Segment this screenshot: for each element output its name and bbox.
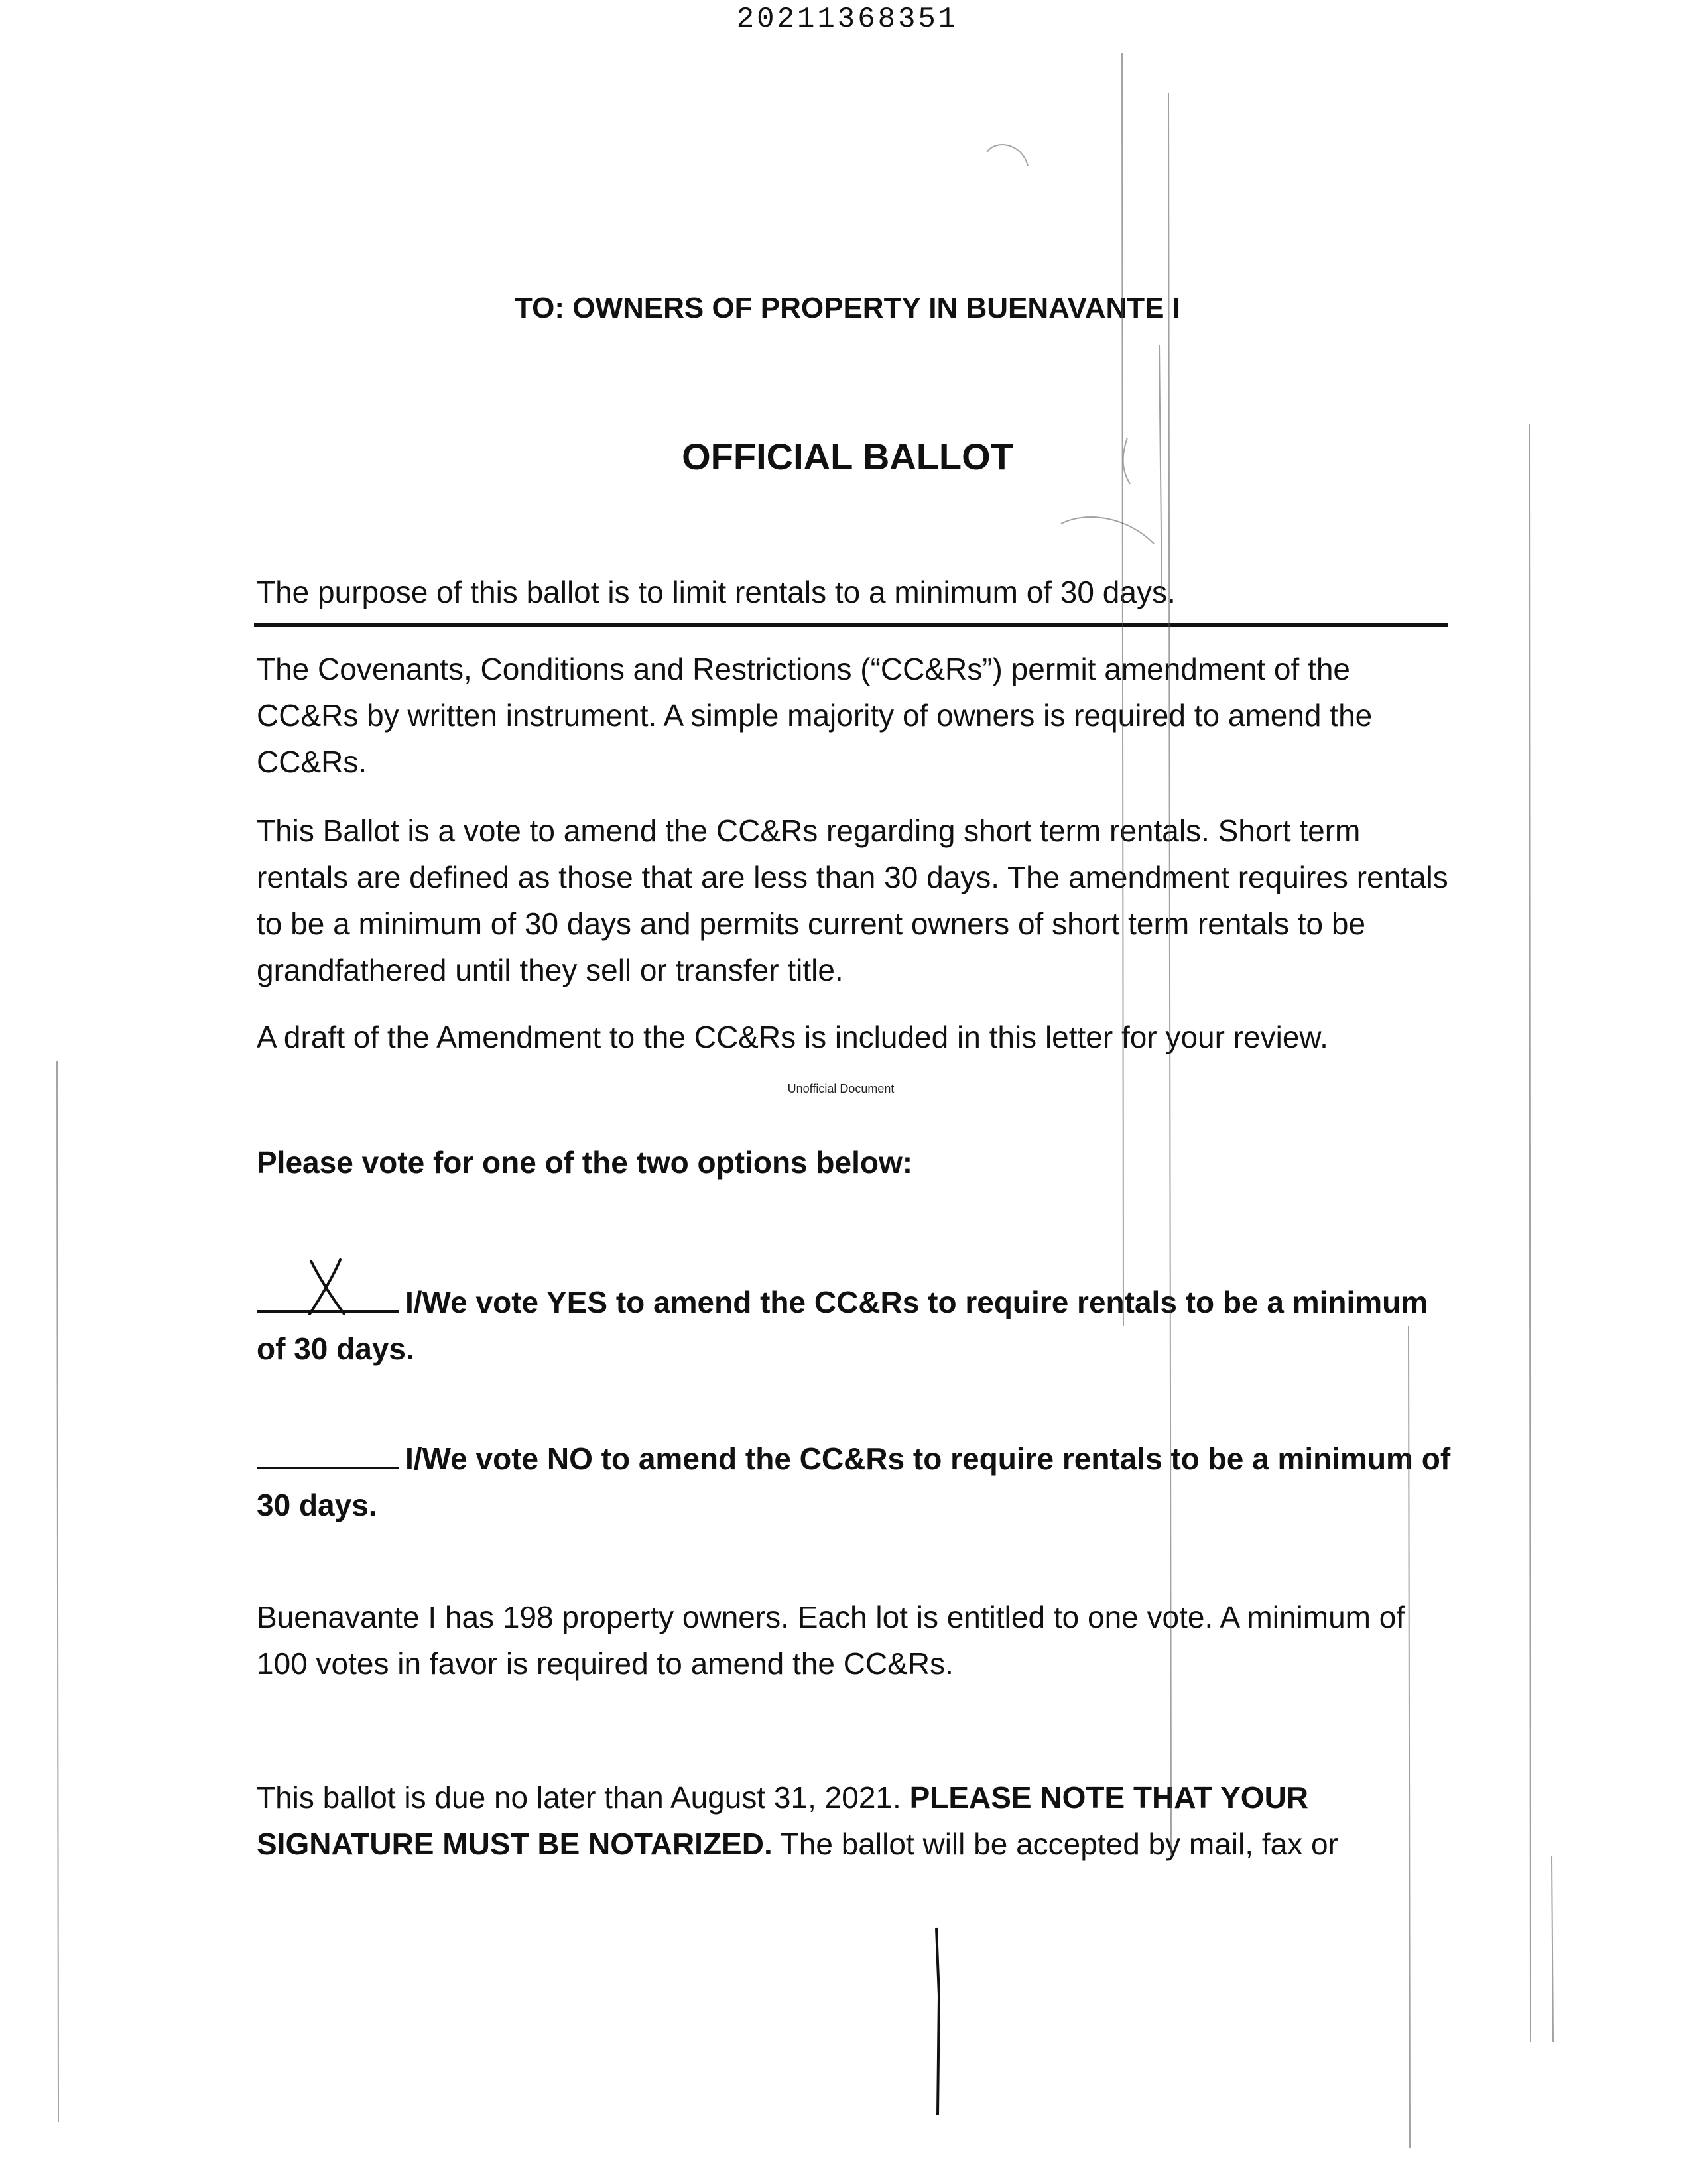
due-text-end: The ballot will be accepted by mail, fax or	[772, 1827, 1338, 1861]
ccrs-paragraph: The Covenants, Conditions and Restrictions (“CC&Rs”) permit amendment of the CC&Rs by written instrument. A simple majority of owners is required to amend the CC&Rs.	[257, 652, 1373, 779]
draft-amendment-paragraph: A draft of the Amendment to the CC&Rs is included in this letter for your review.	[257, 1020, 1328, 1054]
yes-checkbox-blank[interactable]	[257, 1277, 399, 1313]
notarize-notice: PLEASE NOTE THAT YOUR SIGNATURE MUST BE NOTARIZED.	[257, 1780, 1309, 1861]
handwritten-x-mark	[304, 1257, 351, 1317]
ballot-title: OFFICIAL BALLOT	[682, 436, 1013, 477]
addressee-line: TO: OWNERS OF PROPERTY IN BUENAVANTE I	[515, 292, 1180, 324]
vote-prompt: Please vote for one of the two options below:	[257, 1145, 913, 1180]
watermark-text: Unofficial Document	[787, 1082, 895, 1095]
option-no-text: I/We vote NO to amend the CC&Rs to require rentals to be a minimum of 30 days.	[257, 1441, 1451, 1522]
option-yes	[257, 1277, 1464, 1372]
horizontal-rule	[254, 623, 1448, 627]
document-number: 20211368351	[736, 3, 959, 36]
no-checkbox-blank[interactable]	[257, 1433, 399, 1469]
option-no	[257, 1433, 1464, 1528]
short-term-rental-paragraph: This Ballot is a vote to amend the CC&Rs regarding short term rentals. Short term rentals are defined as those that are less than 30 days. The amendment requires rentals to be a minimum of 30 days and permits current owners of short term rentals to be grandfathered until they sell or transfer title.	[257, 814, 1448, 987]
due-text-start: This ballot is due no later than August 31, 2021.	[257, 1780, 910, 1815]
due-date-paragraph	[257, 1774, 1450, 1867]
option-yes-text: I/We vote YES to amend the CC&Rs to require rentals to be a minimum of 30 days.	[257, 1285, 1428, 1366]
ballot-purpose: The purpose of this ballot is to limit rentals to a minimum of 30 days.	[257, 575, 1176, 609]
owners-info-paragraph: Buenavante I has 198 property owners. Each lot is entitled to one vote. A minimum of 100 votes in favor is required to amend the CC&Rs.	[257, 1600, 1405, 1681]
